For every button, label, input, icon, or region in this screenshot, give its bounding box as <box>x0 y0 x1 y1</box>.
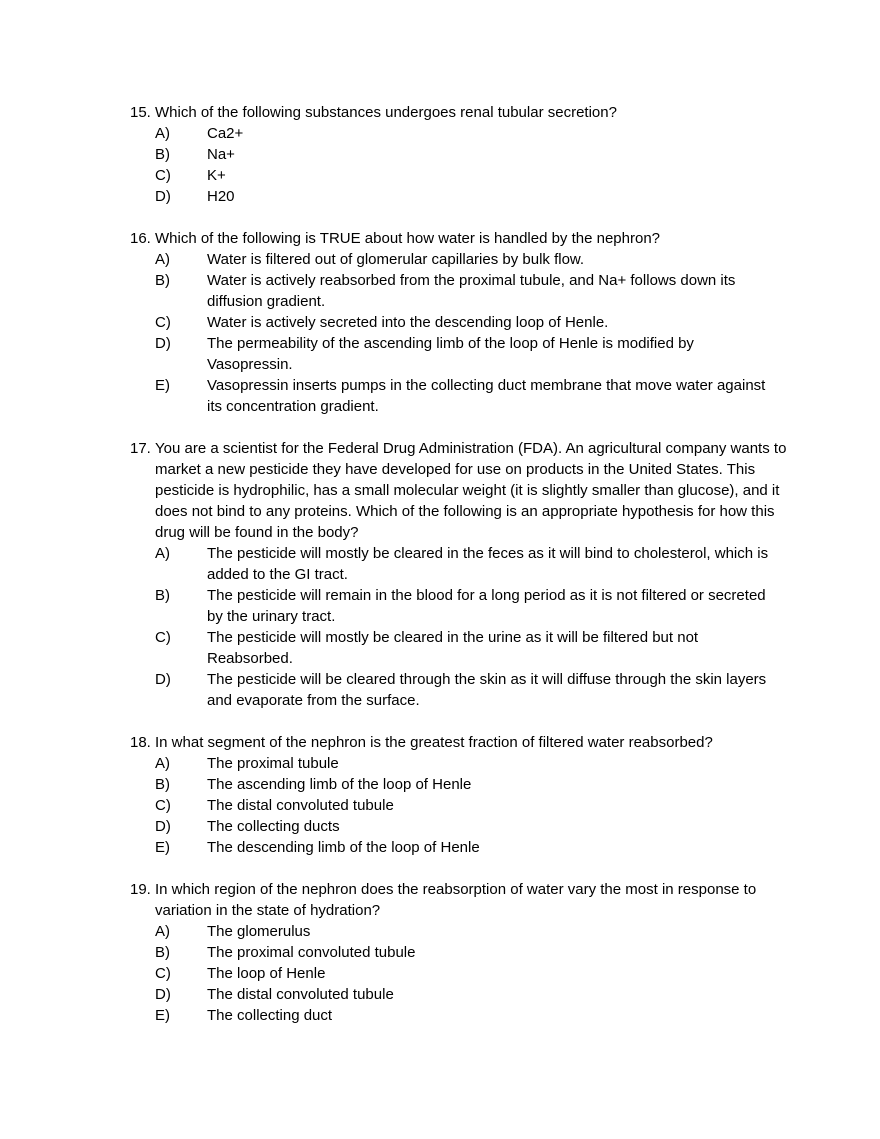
option-text: The proximal tubule <box>207 755 339 772</box>
option-text: The pesticide will be cleared through the skin as it will diffuse through the skin layers and evaporate from the surface. <box>207 671 767 709</box>
option-a <box>155 543 790 585</box>
option-letter: D) <box>155 188 171 205</box>
question-number: 17. <box>130 440 151 457</box>
question-number: 15. <box>130 104 151 121</box>
option-b <box>155 774 790 795</box>
option-b <box>155 270 790 312</box>
option-b <box>155 942 790 963</box>
option-letter: C) <box>155 629 171 646</box>
option-letter: C) <box>155 797 171 814</box>
option-text: K+ <box>207 167 226 184</box>
option-letter: A) <box>155 923 170 940</box>
option-text: The pesticide will remain in the blood for a long period as it is not filtered or secreted by the urinary tract. <box>207 587 766 625</box>
question-19 <box>130 879 790 1026</box>
option-letter: B) <box>155 272 170 289</box>
option-letter: D) <box>155 335 171 352</box>
question-stem <box>130 102 790 123</box>
option-d <box>155 984 790 1005</box>
option-letter: D) <box>155 986 171 1003</box>
option-text: The collecting ducts <box>207 818 340 835</box>
question-stem <box>130 732 790 753</box>
option-c <box>155 312 790 333</box>
question-16 <box>130 228 790 417</box>
option-text: The ascending limb of the loop of Henle <box>207 776 472 793</box>
option-letter: B) <box>155 146 170 163</box>
option-text: The glomerulus <box>207 923 311 940</box>
option-c <box>155 627 790 669</box>
option-letter: A) <box>155 545 170 562</box>
option-e <box>155 375 790 417</box>
option-text: The permeability of the ascending limb of the loop of Henle is modified by Vasopressin. <box>207 335 694 373</box>
option-a <box>155 123 790 144</box>
question-17 <box>130 438 790 711</box>
question-text: In which region of the nephron does the reabsorption of water vary the most in response to variation in the state of hydration? <box>155 881 761 919</box>
option-list <box>130 543 790 711</box>
option-list <box>130 753 790 858</box>
question-text: In what segment of the nephron is the greatest fraction of filtered water reabsorbed? <box>155 734 713 751</box>
option-list <box>130 921 790 1026</box>
option-letter: B) <box>155 944 170 961</box>
option-a <box>155 249 790 270</box>
option-a <box>155 753 790 774</box>
option-b <box>155 144 790 165</box>
option-text: The distal convoluted tubule <box>207 986 394 1003</box>
option-b <box>155 585 790 627</box>
question-list <box>130 102 790 1047</box>
option-a <box>155 921 790 942</box>
question-stem <box>130 228 790 249</box>
option-d <box>155 816 790 837</box>
question-number: 19. <box>130 881 151 898</box>
question-text: You are a scientist for the Federal Drug Administration (FDA). An agricultural company wants to market a new pesticide they have developed for use on products in the United States. This pesticide is hydrophilic, has a small molecular weight (it is slightly smaller than glucose), and it does not bind to any proteins. Which of the following is an appropriate hypothesis for how this drug will be found in the body? <box>155 440 791 541</box>
option-c <box>155 963 790 984</box>
question-stem <box>130 879 790 921</box>
option-letter: D) <box>155 671 171 688</box>
question-18 <box>130 732 790 858</box>
option-text: The descending limb of the loop of Henle <box>207 839 480 856</box>
option-list <box>130 123 790 207</box>
option-e <box>155 1005 790 1026</box>
option-list <box>130 249 790 417</box>
option-letter: C) <box>155 314 171 331</box>
option-text: Water is actively secreted into the descending loop of Henle. <box>207 314 609 331</box>
option-c <box>155 795 790 816</box>
question-number: 16. <box>130 230 151 247</box>
question-text: Which of the following substances undergoes renal tubular secretion? <box>155 104 617 121</box>
option-text: Water is filtered out of glomerular capillaries by bulk flow. <box>207 251 585 268</box>
option-letter: A) <box>155 125 170 142</box>
question-number: 18. <box>130 734 151 751</box>
option-text: Vasopressin inserts pumps in the collecting duct membrane that move water against its concentration gradient. <box>207 377 766 415</box>
option-letter: C) <box>155 167 171 184</box>
question-text: Which of the following is TRUE about how water is handled by the nephron? <box>155 230 661 247</box>
option-letter: B) <box>155 587 170 604</box>
option-text: The pesticide will mostly be cleared in the urine as it will be filtered but not Reabsorbed. <box>207 629 699 667</box>
option-letter: E) <box>155 377 170 394</box>
question-15 <box>130 102 790 207</box>
option-text: The distal convoluted tubule <box>207 797 394 814</box>
option-text: The collecting duct <box>207 1007 333 1024</box>
question-stem <box>130 438 790 543</box>
option-letter: C) <box>155 965 171 982</box>
option-d <box>155 186 790 207</box>
option-text: Na+ <box>207 146 235 163</box>
option-text: The proximal convoluted tubule <box>207 944 416 961</box>
option-letter: E) <box>155 1007 170 1024</box>
option-letter: D) <box>155 818 171 835</box>
option-c <box>155 165 790 186</box>
option-text: Ca2+ <box>207 125 244 142</box>
option-d <box>155 333 790 375</box>
option-letter: B) <box>155 776 170 793</box>
option-text: The loop of Henle <box>207 965 326 982</box>
option-letter: A) <box>155 755 170 772</box>
option-d <box>155 669 790 711</box>
option-text: The pesticide will mostly be cleared in the feces as it will bind to cholesterol, which is added to the GI tract. <box>207 545 769 583</box>
option-text: Water is actively reabsorbed from the proximal tubule, and Na+ follows down its diffusion gradient. <box>207 272 736 310</box>
option-text: H20 <box>207 188 235 205</box>
option-e <box>155 837 790 858</box>
option-letter: A) <box>155 251 170 268</box>
option-letter: E) <box>155 839 170 856</box>
